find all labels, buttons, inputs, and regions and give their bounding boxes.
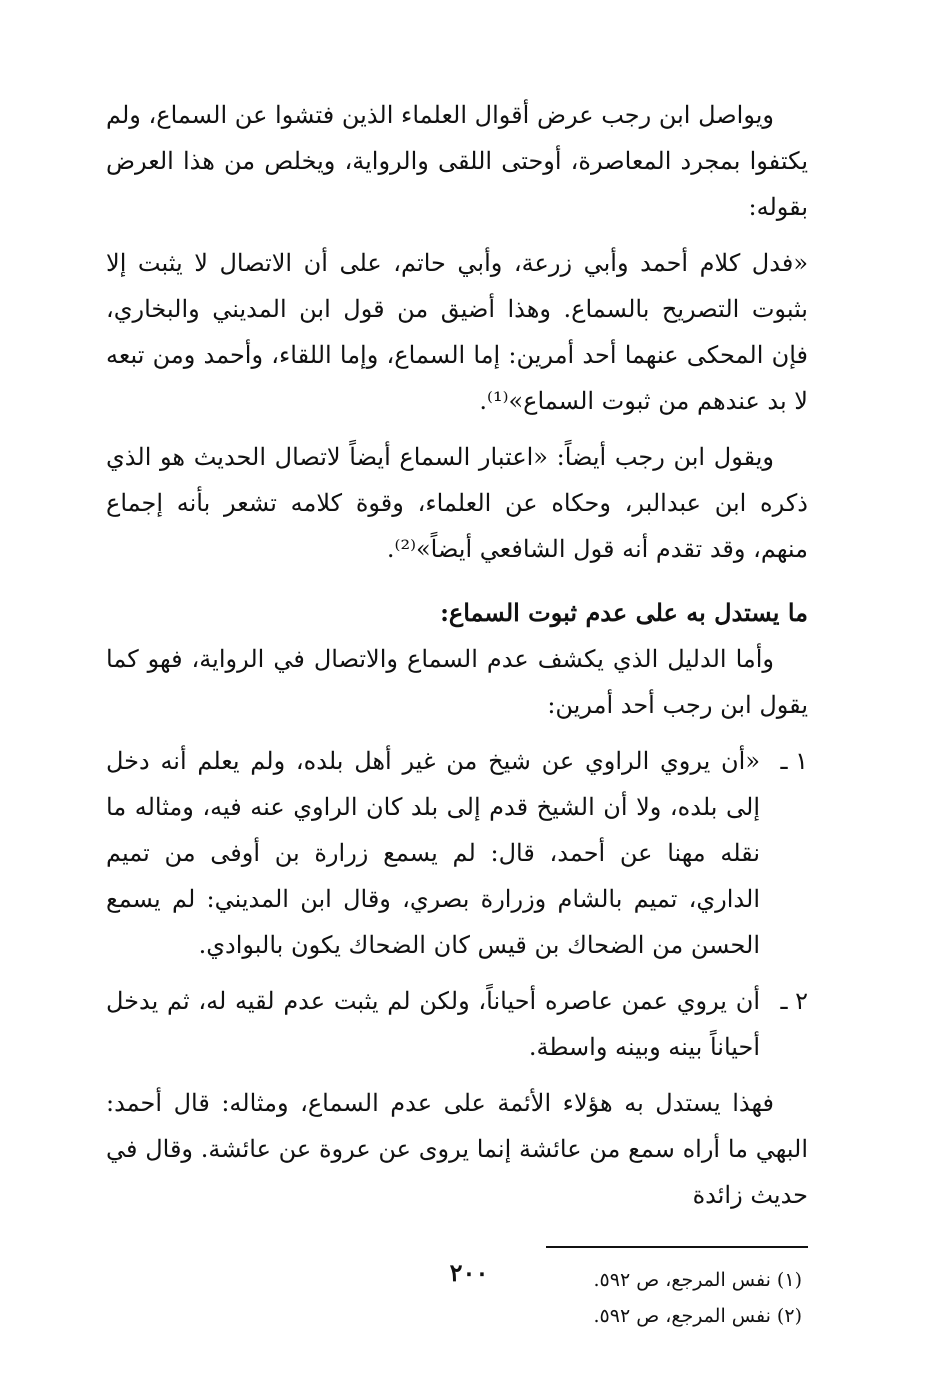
list-item-1-text: «أن يروي الراوي عن شيخ من غير أهل بلده، ولم يعلم أنه دخل إلى بلده، ولا أن الشيخ قدم إلى بلد كان الراوي عنه فيه، ومثاله ما نقله مهنا عن أحمد، قال: لم يسمع زرارة بن أوفى من تميم الداري، تميم بالشام وزرارة بصري، وقال ابن المديني: لم يسمع الحسن من الضحاك بن قيس كان الضحاك يكون بالبوادي. [106,747,760,959]
list-item-1 [106,738,808,968]
list-item-2 [106,978,808,1070]
section-heading: ما يستدل به على عدم ثبوت السماع: [440,598,808,627]
list-number-2: ٢ ـ [780,987,808,1015]
footnote-1: (١) نفس المرجع، ص ٥٩٢. [593,1269,802,1291]
paragraph-1: ويواصل ابن رجب عرض أقوال العلماء الذين فتشوا عن السماع، ولم يكتفوا بمجرد المعاصرة، أوحتى اللقى والرواية، ويخلص من هذا العرض بقوله: [106,101,808,221]
list-item-2-text: أن يروي عمن عاصره أحياناً، ولكن لم يثبت عدم لقيه له، ثم يدخل أحياناً بينه وبينه واسطة. [106,987,760,1061]
paragraph-4: وأما الدليل الذي يكشف عدم السماع والاتصال في الرواية، فهو كما يقول ابن رجب أحد أمرين: [106,645,808,719]
footnote-2: (٢) نفس المرجع، ص ٥٩٢. [593,1305,802,1327]
footnote-divider [546,1246,808,1248]
list-number-1: ١ ـ [780,747,808,775]
paragraph-3: ويقول ابن رجب أيضاً: «اعتبار السماع أيضاً لاتصال الحديث هو الذي ذكره ابن عبدالبر، وحكاه عن العلماء، وقوة كلامه تشعر بأنه إجماع منهم، وقد تقدم أنه قول الشافعي أيضاً»⁽²⁾. [106,443,808,563]
page-number: ٢٠٠ [449,1258,489,1287]
quote-paragraph-2: «فدل كلام أحمد وأبي زرعة، وأبي حاتم، على أن الاتصال لا يثبت إلا بثبوت التصريح بالسماع. وهذا أضيق من قول ابن المديني والبخاري، فإن المحكى عنهما أحد أمرين: إما السماع، وإما اللقاء، وأحمد ومن تبعه لا بد عندهم من ثبوت السماع»⁽¹⁾. [106,249,808,415]
paragraph-5: فهذا يستدل به هؤلاء الأئمة على عدم السماع، ومثاله: قال أحمد: البهي ما أراه سمع من عائشة إنما يروى عن عروة عن عائشة. وقال في حديث زائدة [106,1089,808,1209]
